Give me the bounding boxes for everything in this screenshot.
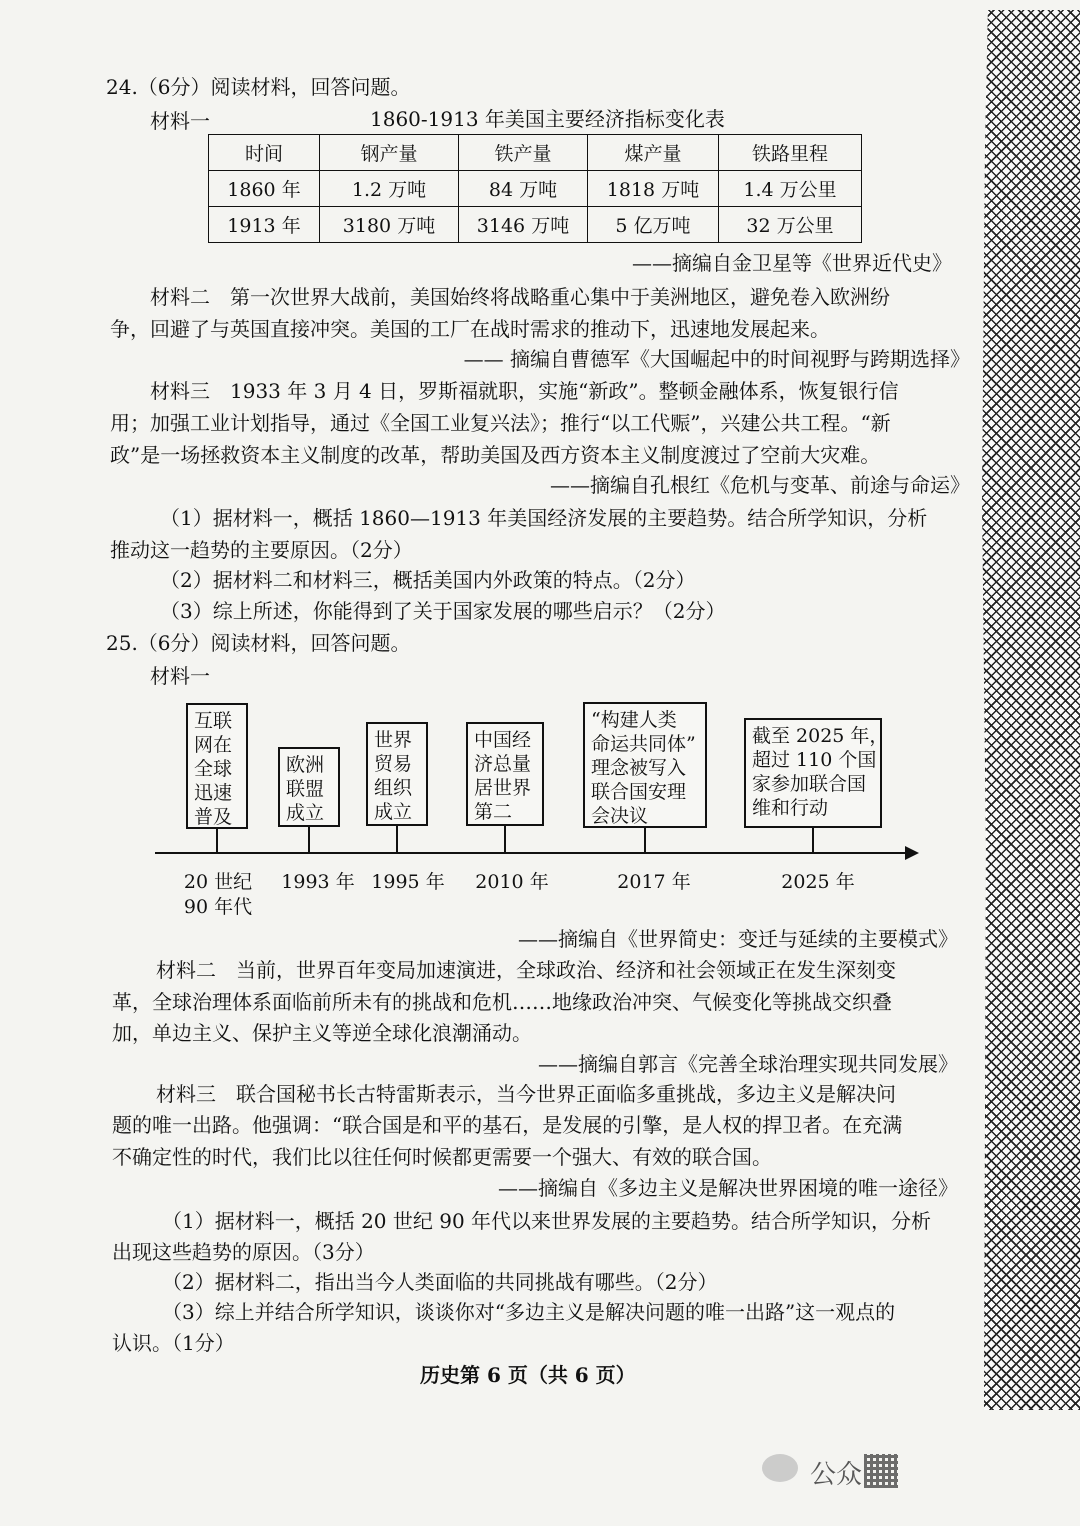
timeline-connector (396, 826, 398, 852)
timeline-connector (812, 828, 814, 852)
timeline-event-box (744, 718, 889, 828)
economic-indicator-table (208, 134, 862, 243)
q25-question-3: （3）综上并结合所学知识，谈谈你对“多边主义是解决问题的唯一出路”这一观点的 (162, 1300, 896, 1324)
q25-question-1: （1）据材料一，概括 20 世纪 90 年代以来世界发展的主要趋势。结合所学知识，分析 (162, 1209, 932, 1233)
timeline-connector (308, 827, 310, 852)
timeline-connector (216, 829, 218, 852)
q25-material3-line: 材料三 联合国秘书长古特雷斯表示，当今世界正面临多重挑战，多边主义是解决问 (156, 1082, 896, 1106)
timeline-event-text: 欧洲 联盟 成立 (286, 754, 325, 824)
q24-material3-line: 用；加强工业计划指导，通过《全国工业复兴法》；推行“以工代赈”，兴建公共工程。“新 (110, 411, 891, 435)
timeline-event-text: 世界 贸易 组织 成立 (374, 729, 413, 823)
table-cell: 1.4 万公里 (719, 171, 862, 207)
q24-header: 24.（6分）阅读材料，回答问题。 (106, 75, 411, 99)
qr-code-icon (864, 1454, 898, 1488)
timeline-event-text: 截至 2025 年， 超过 110 个国 家参加联合国 维和行动 (752, 725, 889, 819)
q24-question-2: （2）据材料二和材料三，概括美国内外政策的特点。（2分） (160, 568, 696, 592)
q24-material3-line: 政”是一场拯救资本主义制度的改革，帮助美国及西方资本主义制度渡过了空前大灾难。 (110, 443, 881, 467)
q25-material2-line: 材料二 当前，世界百年变局加速演进，全球政治、经济和社会领域正在发生深刻变 (156, 958, 896, 982)
timeline-event-text: 中国经 济总量 居世界 第二 (474, 729, 532, 823)
q24-material2-source: —— 摘编自曹德军《大国崛起中的时间视野与跨期选择》 (463, 347, 970, 371)
table-header-cell: 铁产量 (459, 135, 588, 171)
table-row (209, 171, 862, 207)
watermark-text: 公众 (810, 1460, 863, 1490)
timeline-event-box (186, 703, 248, 829)
table-cell: 5 亿万吨 (588, 207, 719, 243)
table-header-cell: 煤产量 (588, 135, 719, 171)
q25-material3-line: 不确定性的时代，我们比以往任何时候都更需要一个强大、有效的联合国。 (112, 1145, 772, 1169)
timeline-event-text: “构建人类 命运共同体” 理念被写入 联合国安理 会决议 (591, 709, 696, 827)
wechat-logo-icon (762, 1454, 798, 1482)
timeline-event-text: 互联 网在 全球 迅速 普及 (194, 710, 233, 828)
timeline-date-label: 2010 年 (475, 871, 549, 893)
table-cell: 84 万吨 (459, 171, 588, 207)
timeline-event-box (278, 747, 340, 827)
q24-table-title: 1860-1913 年美国主要经济指标变化表 (370, 107, 725, 131)
q25-material1-source: ——摘编自《世界简史：变迁与延续的主要模式》 (518, 927, 958, 951)
timeline-date-label: 2025 年 (781, 871, 855, 893)
table-row (209, 207, 862, 243)
table-cell: 3146 万吨 (459, 207, 588, 243)
q25-material2-line: 加，单边主义、保护主义等逆全球化浪潮涌动。 (112, 1021, 532, 1045)
table-header-cell: 时间 (209, 135, 320, 171)
table-header-cell: 铁路里程 (719, 135, 862, 171)
q25-material3-line: 题的唯一出路。他强调：“联合国是和平的基石，是发展的引擎，是人权的捍卫者。在充满 (112, 1113, 903, 1137)
q25-question-3-cont: 认识。（1分） (112, 1331, 235, 1355)
q24-question-3: （3）综上所述，你能得到了关于国家发展的哪些启示？（2分） (160, 599, 726, 623)
timeline-event-box (366, 722, 428, 826)
q24-material3-source: ——摘编自孔根红《危机与变革、前途与命运》 (550, 473, 970, 497)
table-cell: 1818 万吨 (588, 171, 719, 207)
table-header-row (209, 135, 862, 171)
arrow-right-icon (905, 846, 919, 860)
q25-material2-line: 革，全球治理体系面临前所未有的挑战和危机……地缘政治冲突、气候变化等挑战交织叠 (112, 990, 892, 1014)
q24-material2-line: 材料二 第一次世界大战前，美国始终将战略重心集中于美洲地区，避免卷入欧洲纷 (150, 285, 890, 309)
table-cell: 1.2 万吨 (320, 171, 459, 207)
q24-material2-line: 争，回避了与英国直接冲突。美国的工厂在战时需求的推动下，迅速地发展起来。 (110, 317, 830, 341)
timeline-date-label: 1993 年 (281, 871, 355, 893)
q25-material3-source: ——摘编自《多边主义是解决世界困境的唯一途径》 (498, 1176, 958, 1200)
table-cell: 1860 年 (209, 171, 320, 207)
q25-question-2: （2）据材料二，指出当今人类面临的共同挑战有哪些。（2分） (162, 1270, 718, 1294)
crosshatch-margin (982, 10, 1080, 1410)
timeline-date-label: 20 世纪 90 年代 (183, 871, 253, 918)
q25-question-1-cont: 出现这些趋势的原因。（3分） (112, 1240, 375, 1264)
q24-material1-label: 材料一 (150, 109, 210, 133)
page-footer: 历史第 6 页（共 6 页） (420, 1363, 636, 1387)
timeline-connector (644, 828, 646, 852)
q24-question-1: （1）据材料一，概括 1860—1913 年美国经济发展的主要趋势。结合所学知识，分析 (160, 506, 928, 530)
q25-header: 25.（6分）阅读材料，回答问题。 (106, 631, 411, 655)
timeline-event-box (583, 702, 707, 828)
q25-material1-label: 材料一 (150, 664, 210, 688)
table-cell: 3180 万吨 (320, 207, 459, 243)
timeline-event-box (466, 722, 544, 826)
q24-question-1-cont: 推动这一趋势的主要原因。（2分） (110, 538, 413, 562)
timeline-connector (504, 826, 506, 852)
timeline-date-label: 2017 年 (617, 871, 691, 893)
table-cell: 1913 年 (209, 207, 320, 243)
timeline-axis (155, 852, 910, 854)
table-cell: 32 万公里 (719, 207, 862, 243)
timeline-date-label: 1995 年 (371, 871, 445, 893)
table-header-cell: 钢产量 (320, 135, 459, 171)
q24-material3-line: 材料三 1933 年 3 月 4 日，罗斯福就职，实施“新政”。整顿金融体系，恢复银行信 (150, 379, 899, 403)
q25-material2-source: ——摘编自郭言《完善全球治理实现共同发展》 (538, 1052, 958, 1076)
q24-material1-source: ——摘编自金卫星等《世界近代史》 (632, 251, 952, 275)
